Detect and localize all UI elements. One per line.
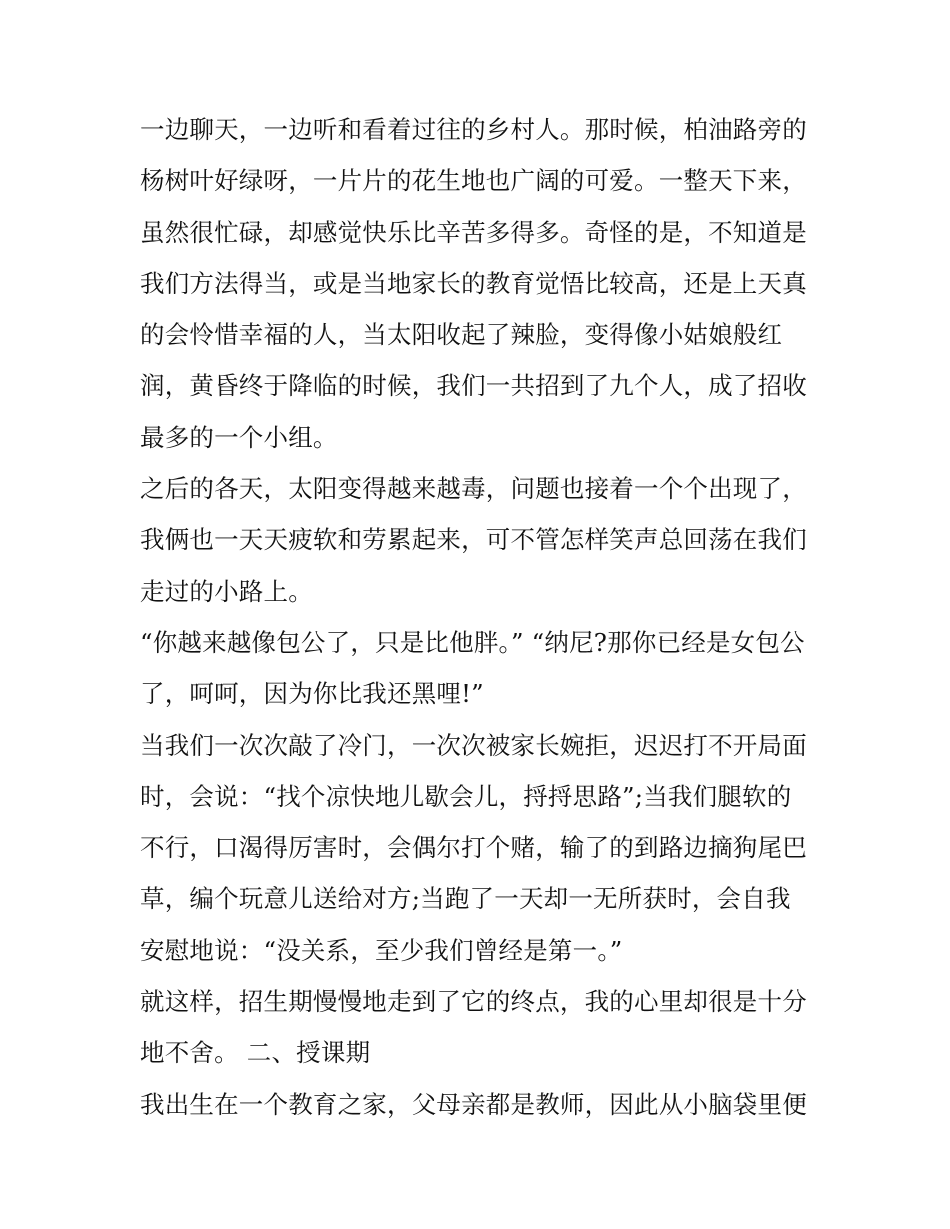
text-line: 我们方法得当，或是当地家长的教育觉悟比较高，还是上天真 [140, 268, 807, 298]
text-line: 之后的各天，太阳变得越来越毒，问题也接着一个个出现了， [140, 474, 807, 504]
text-line: 虽然很忙碌，却感觉快乐比辛苦多得多。奇怪的是，不知道是 [140, 217, 807, 247]
text-line: 走过的小路上。 [140, 576, 313, 606]
text-line: 杨树叶好绿呀，一片片的花生地也广阔的可爱。一整天下来， [140, 166, 807, 196]
text-line: 安慰地说：“没关系，至少我们曾经是第一。” [140, 935, 623, 965]
text-line: 了，呵呵，因为你比我还黑哩!” [140, 679, 484, 709]
text-line: 当我们一次次敲了冷门，一次次被家长婉拒，迟迟打不开局面 [140, 730, 807, 760]
text-line: 时，会说：“找个凉快地儿歇会儿，捋捋思路”;当我们腿软的 [140, 781, 792, 811]
text-line: 就这样，招生期慢慢地走到了它的终点，我的心里却很是十分 [140, 987, 807, 1017]
text-line: 不行，口渴得厉害时，会偶尔打个赌，输了的到路边摘狗尾巴 [140, 833, 807, 863]
text-line: 草，编个玩意儿送给对方;当跑了一天却一无所获时，会自我 [140, 884, 791, 914]
text-line: “你越来越像包公了，只是比他胖。” “纳尼?那你已经是女包公 [140, 627, 805, 657]
text-line: 润，黄昏终于降临的时候，我们一共招到了九个人，成了招收 [140, 371, 807, 401]
text-line: 我俩也一天天疲软和劳累起来，可不管怎样笑声总回荡在我们 [140, 525, 807, 555]
text-line: 的会怜惜幸福的人，当太阳收起了辣脸，变得像小姑娘般红 [140, 320, 783, 350]
text-line: 我出生在一个教育之家，父母亲都是教师，因此从小脑袋里便 [140, 1089, 807, 1119]
text-line: 地不舍。 二、授课期 [140, 1038, 371, 1068]
text-line: 最多的一个小组。 [140, 422, 338, 452]
body-text [140, 104, 820, 1130]
text-line: 一边聊天，一边听和看着过往的乡村人。那时候，柏油路旁的 [140, 115, 807, 144]
